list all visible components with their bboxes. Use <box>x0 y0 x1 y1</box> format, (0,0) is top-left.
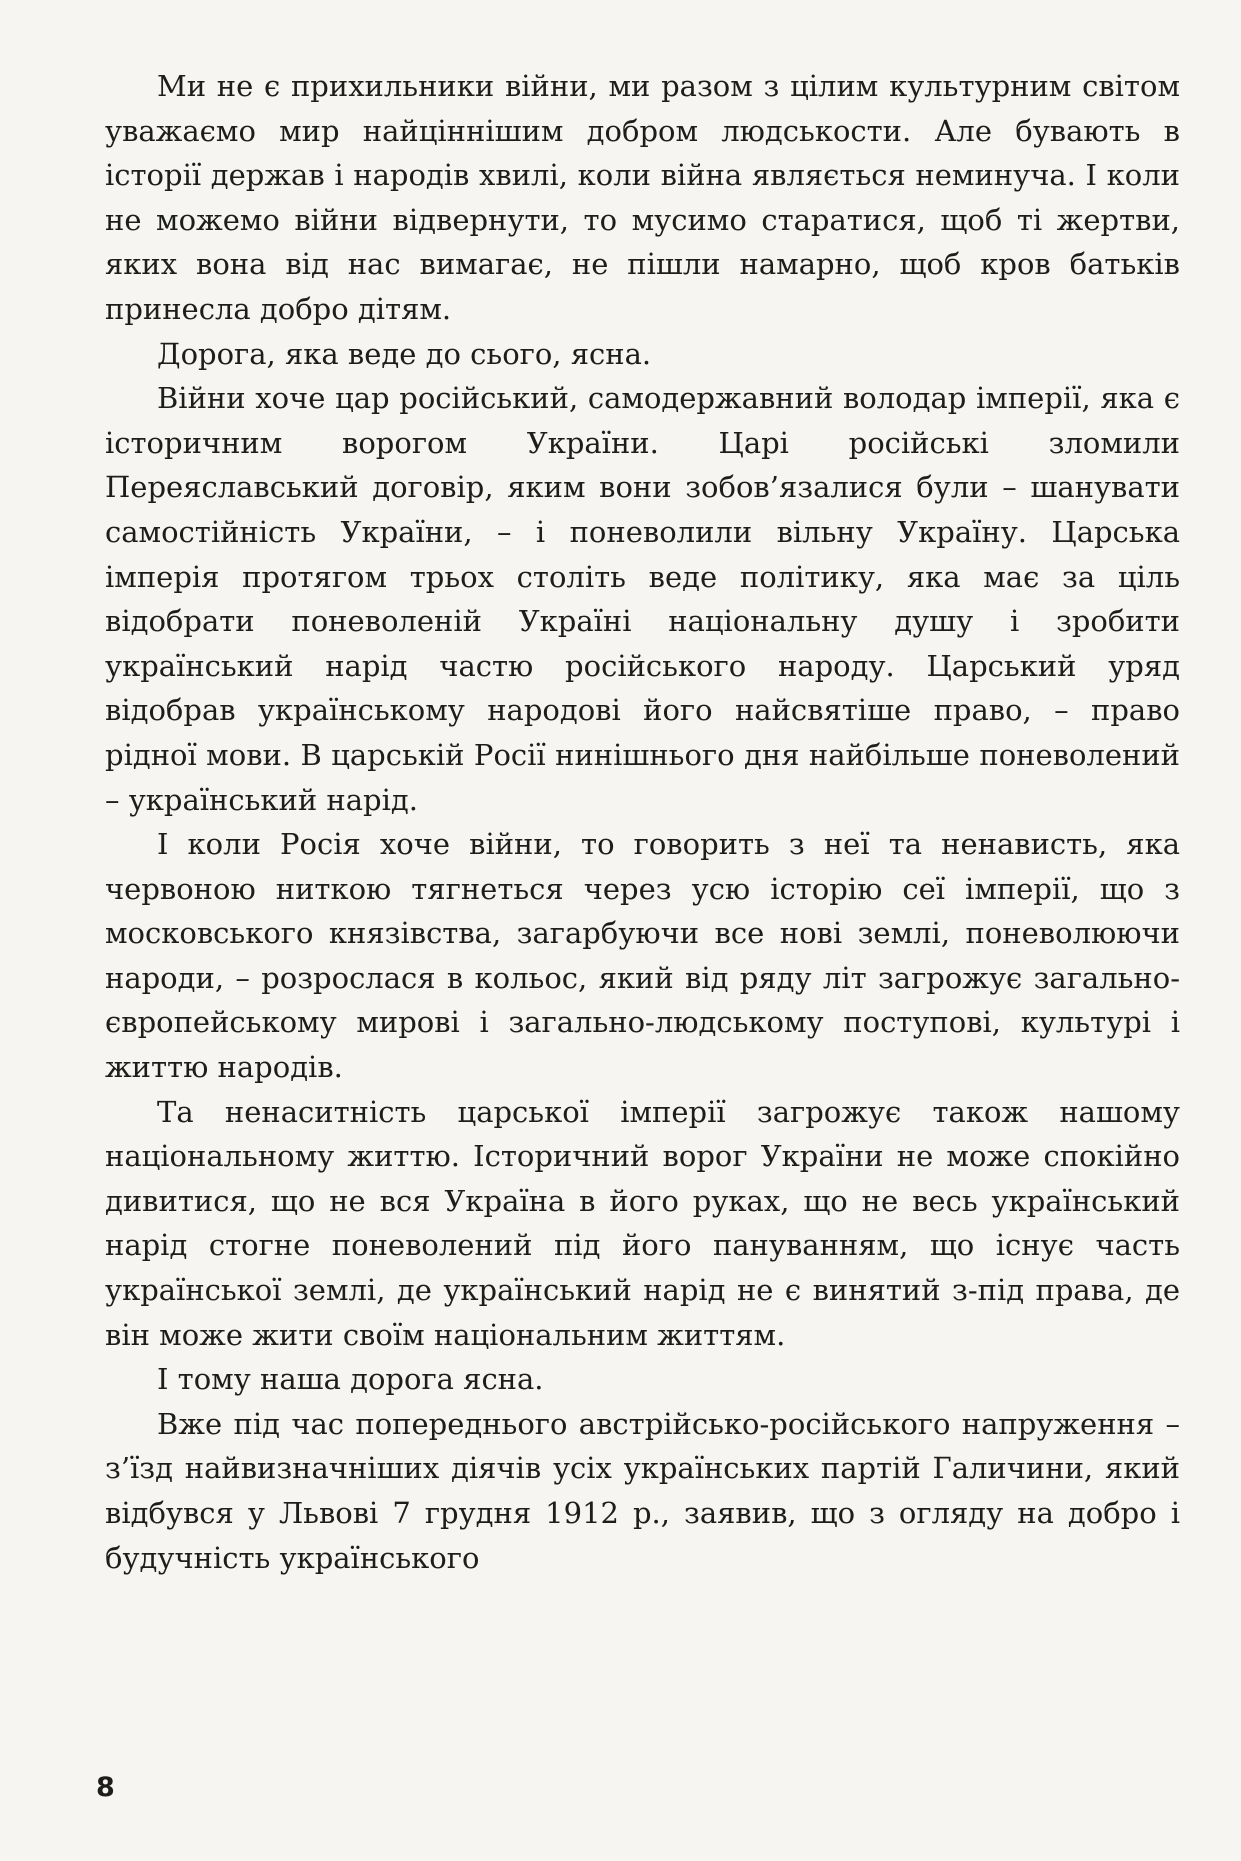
paragraph: Дорога, яка веде до сього, ясна. <box>157 336 652 371</box>
paragraph: Вже під час попереднього австрійсько-російського напруження – з’їзд найвизначніших діячів усіх українських партій Галичини, який відбувся у Львові 7 грудня 1912 р., заявив, що з огляду на добро і будучність українського <box>105 1406 1180 1575</box>
paragraph: Війни хоче цар російський, самодержавний володар імперії, яка є історичним ворогом України. Царі російські зломили Переяславський договір, яким вони зобов’язалися були – шанувати самостійність України, – і поневолили вільну Україну. Царська імперія протягом трьох століть веде політику, яка має за ціль відобрати поневоленій Україні національну душу і зробити український нарід частю російського народу. Царський уряд відобрав українському народові його найсвятіше право, – право рідної мови. В царській Росії нинішнього дня найбільше поневолений – український нарід. <box>105 381 1180 817</box>
page-text <box>105 64 1180 1580</box>
paragraph: І коли Росія хоче війни, то говорить з неї та ненависть, яка червоною ниткою тягнеться через усю історію сеї імперії, що з московського князівства, загарбуючи все нові землі, поневолюючи народи, – розрослася в кольос, який від ряду літ загрожує загально-європейському мирові і загально-людському поступові, культурі і життю народів. <box>105 827 1180 1085</box>
paragraph: Та ненаситність царської імперії загрожує також нашому національному життю. Історичний ворог України не може спокійно дивитися, що не вся Україна в його руках, що не весь український нарід стогне поневолений під його пануванням, що існує часть української землі, де український нарід не є винятий з-під права, де він може жити своїм національним життям. <box>105 1094 1180 1352</box>
paragraph: І тому наша дорога ясна. <box>157 1362 544 1397</box>
paragraph: Ми не є прихильники війни, ми разом з цілим культурним світом уважаємо мир найціннішим добром людськости. Але бувають в історії держав і народів хвилі, коли війна являється неминуча. І коли не можемо війни відвернути, то мусимо старатися, щоб ті жертви, яких вона від нас вимагає, не пішли намарно, щоб кров батьків принесла добро дітям. <box>105 69 1180 326</box>
page-number: 8 <box>96 1772 115 1803</box>
